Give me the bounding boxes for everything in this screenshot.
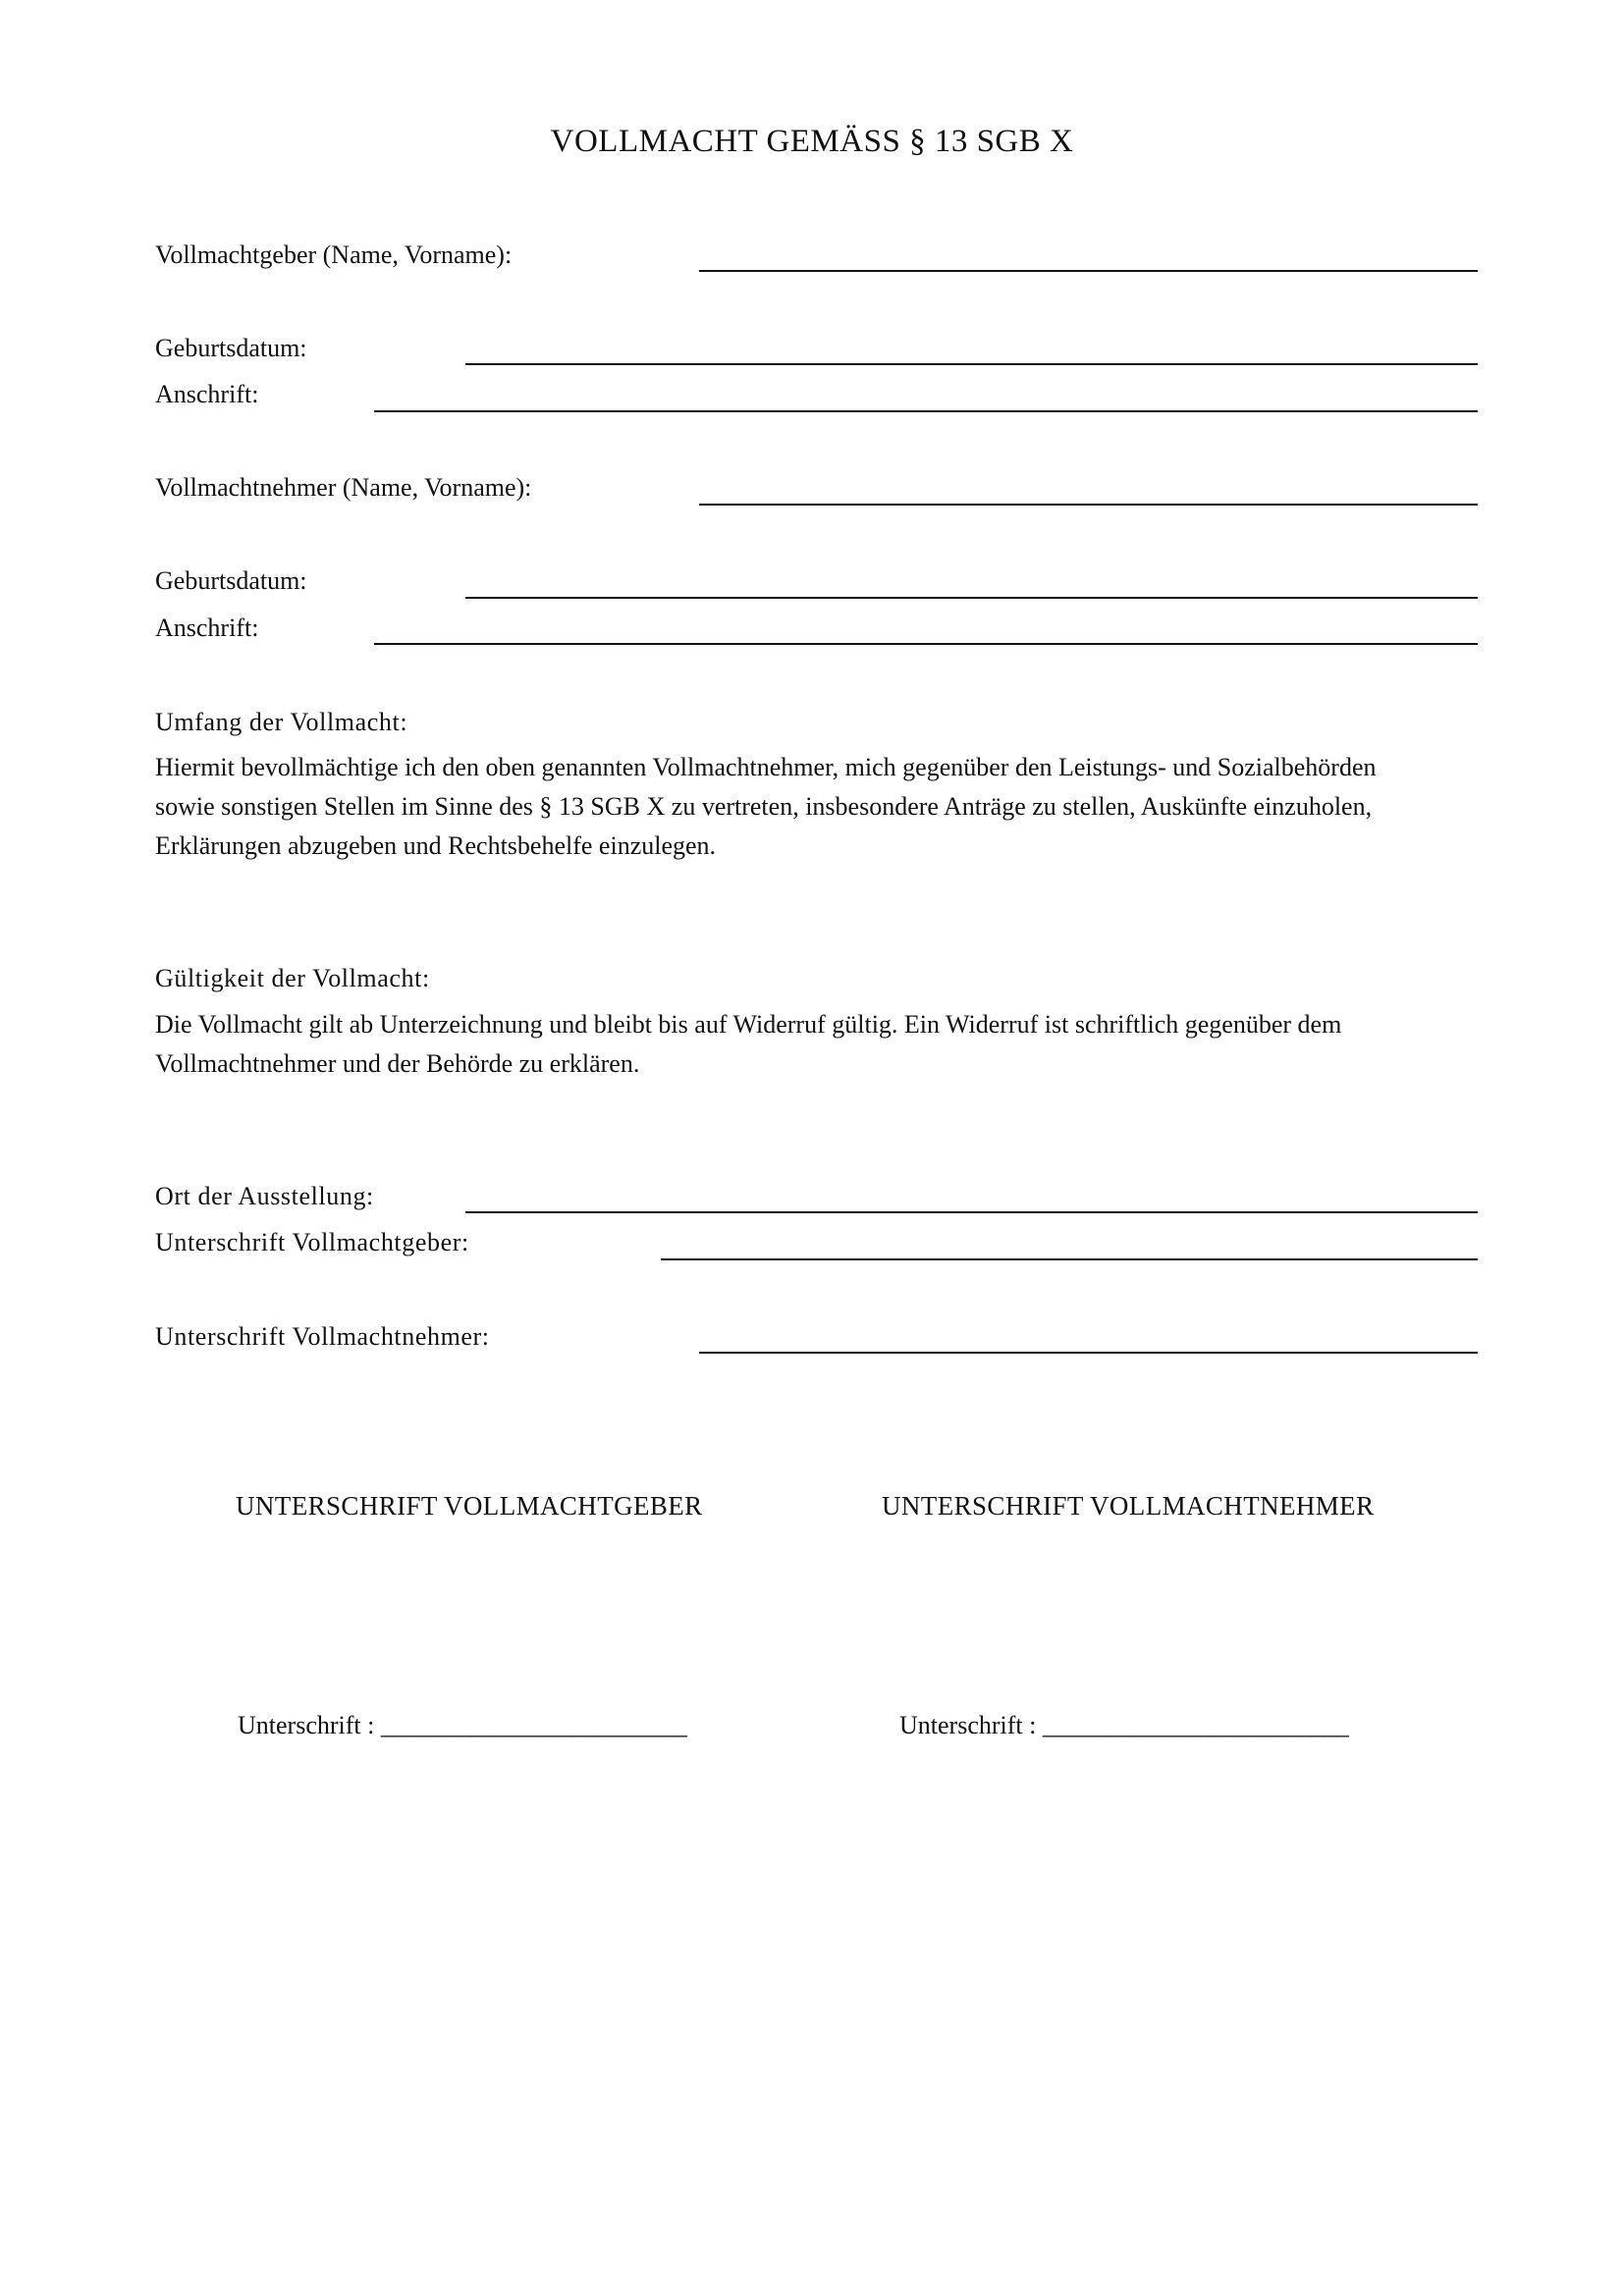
scope-paragraph xyxy=(155,748,1490,866)
grantee-birthdate-label: Geburtsdatum: xyxy=(155,566,307,595)
scope-line: Hiermit bevollmächtige ich den oben genannten Vollmachtnehmer, mich gegenüber den Leistungs- und Sozialbehörden xyxy=(155,753,1377,781)
grantee-address-field[interactable] xyxy=(374,643,1478,645)
grantor-name-label: Vollmachtgeber (Name, Vorname): xyxy=(155,240,513,269)
validity-heading: Gültigkeit der Vollmacht: xyxy=(155,964,430,992)
grantee-birthdate-field[interactable] xyxy=(465,597,1478,599)
grantor-signature-label: Unterschrift Vollmachtgeber: xyxy=(155,1228,469,1256)
grantee-name-field[interactable] xyxy=(699,504,1478,506)
grantee-address-label: Anschrift: xyxy=(155,614,259,642)
grantor-birthdate-label: Geburtsdatum: xyxy=(155,334,307,362)
validity-paragraph xyxy=(155,1005,1490,1084)
validity-line: Die Vollmacht gilt ab Unterzeichnung und bleibt bis auf Widerruf gültig. Ein Widerruf ist schriftlich gegenüber dem xyxy=(155,1010,1342,1039)
document-title: VOLLMACHT GEMÄSS § 13 SGB X xyxy=(550,124,1074,159)
grantee-signature-line[interactable]: Unterschrift : ________________________ xyxy=(899,1711,1349,1739)
place-of-issue-label: Ort der Ausstellung: xyxy=(155,1182,374,1210)
grantor-signature-line[interactable]: Unterschrift : ________________________ xyxy=(238,1711,687,1739)
grantor-address-field[interactable] xyxy=(374,410,1478,412)
grantee-signature-heading: UNTERSCHRIFT VOLLMACHTNEHMER xyxy=(882,1491,1375,1521)
grantee-signature-label: Unterschrift Vollmachtnehmer: xyxy=(155,1322,490,1351)
grantor-address-label: Anschrift: xyxy=(155,380,259,408)
grantor-name-field[interactable] xyxy=(699,270,1478,272)
validity-line: Vollmachtnehmer und der Behörde zu erklären. xyxy=(155,1049,640,1078)
grantor-signature-field[interactable] xyxy=(661,1258,1478,1260)
scope-line: sowie sonstigen Stellen im Sinne des § 13 SGB X zu vertreten, insbesondere Anträge zu stellen, Auskünfte einzuholen, xyxy=(155,792,1373,821)
place-of-issue-field[interactable] xyxy=(465,1211,1478,1213)
grantee-signature-field[interactable] xyxy=(699,1352,1478,1354)
grantor-birthdate-field[interactable] xyxy=(465,363,1478,365)
scope-heading: Umfang der Vollmacht: xyxy=(155,708,408,736)
grantor-signature-heading: UNTERSCHRIFT VOLLMACHTGEBER xyxy=(236,1491,703,1521)
grantee-name-label: Vollmachtnehmer (Name, Vorname): xyxy=(155,473,532,502)
scope-line: Erklärungen abzugeben und Rechtsbehelfe einzulegen. xyxy=(155,831,717,860)
